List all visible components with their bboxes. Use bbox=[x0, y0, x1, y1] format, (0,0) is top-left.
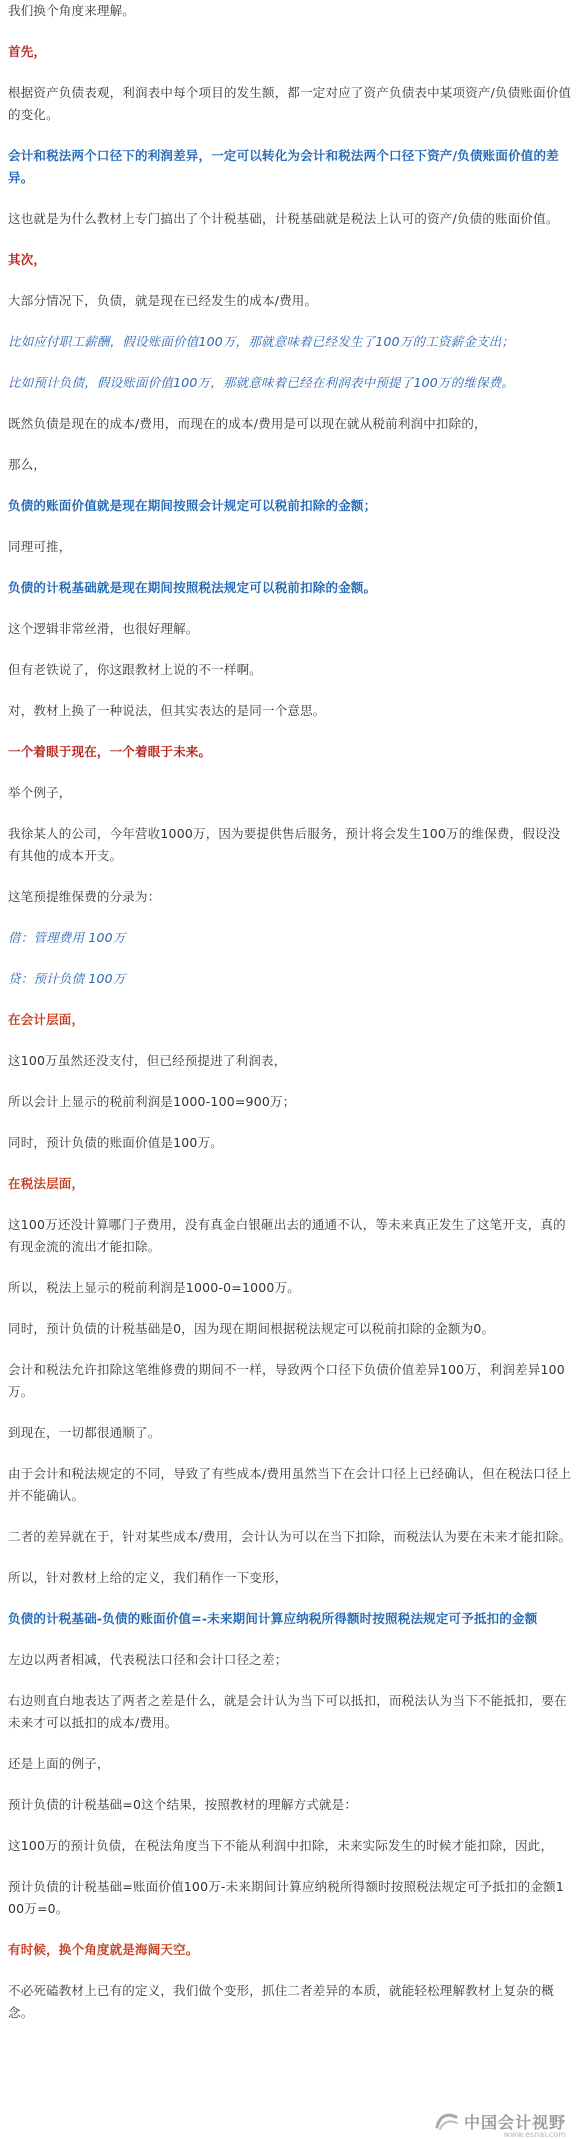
paragraph: 贷：预计负债 100万 bbox=[8, 971, 126, 986]
paragraph: 所以会计上显示的税前利润是1000-100=900万； bbox=[8, 1094, 296, 1109]
paragraph: 大部分情况下，负债，就是现在已经发生的成本/费用。 bbox=[8, 293, 318, 308]
watermark-url: www.esnai.com bbox=[503, 2130, 566, 2139]
paragraph: 根据资产负债表观，利润表中每个项目的发生额，都一定对应了资产负债表中某项资产/负债账面价值的变化。 bbox=[8, 85, 572, 122]
paragraph: 由于会计和税法规定的不同，导致了有些成本/费用虽然当下在会计口径上已经确认，但在税法口径上并不能确认。 bbox=[8, 1466, 572, 1503]
paragraph: 那么， bbox=[8, 457, 47, 472]
paragraph: 但有老铁说了，你这跟教材上说的不一样啊。 bbox=[8, 662, 263, 677]
paragraph: 左边以两者相减，代表税法口径和会计口径之差； bbox=[8, 1652, 288, 1667]
paragraph: 负债的账面价值就是现在期间按照会计规定可以税前扣除的金额； bbox=[8, 498, 377, 513]
paragraph: 这100万虽然还没支付，但已经预提进了利润表， bbox=[8, 1053, 287, 1068]
paragraph: 比如应付职工薪酬，假设账面价值100万，那就意味着已经发生了100万的工资薪金支出； bbox=[8, 334, 515, 349]
paragraph: 负债的计税基础-负债的账面价值=-未来期间计算应纳税所得额时按照税法规定可予抵扣的金额 bbox=[8, 1611, 538, 1626]
paragraph: 我们换个角度来理解。 bbox=[8, 3, 136, 18]
paragraph: 同时，预计负债的计税基础是0，因为现在期间根据税法规定可以税前扣除的金额为0。 bbox=[8, 1321, 495, 1336]
paragraph: 在税法层面， bbox=[8, 1176, 85, 1191]
paragraph: 这100万还没计算哪门子费用，没有真金白银砸出去的通通不认，等未来真正发生了这笔开支，真的有现金流的流出才能扣除。 bbox=[8, 1217, 566, 1254]
paragraph: 会计和税法两个口径下的利润差异，一定可以转化为会计和税法两个口径下资产/负债账面价值的差异。 bbox=[8, 148, 559, 185]
paragraph: 一个着眼于现在，一个着眼于未来。 bbox=[8, 744, 212, 759]
paragraph: 负债的计税基础就是现在期间按照税法规定可以税前扣除的金额。 bbox=[8, 580, 377, 595]
paragraph: 到现在，一切都很通顺了。 bbox=[8, 1425, 161, 1440]
paragraph: 预计负债的计税基础=0这个结果，按照教材的理解方式就是： bbox=[8, 1797, 358, 1812]
paragraph: 还是上面的例子， bbox=[8, 1756, 110, 1771]
paragraph: 同时，预计负债的账面价值是100万。 bbox=[8, 1135, 223, 1150]
paragraph: 既然负债是现在的成本/费用，而现在的成本/费用是可以现在就从税前利润中扣除的， bbox=[8, 416, 487, 431]
paragraph: 这100万的预计负债，在税法角度当下不能从利润中扣除，未来实际发生的时候才能扣除，因此， bbox=[8, 1838, 554, 1853]
paragraph: 我徐某人的公司，今年营收1000万，因为要提供售后服务，预计将会发生100万的维保费，假设没有其他的成本开支。 bbox=[8, 826, 561, 863]
paragraph: 这也就是为什么教材上专门搞出了个计税基础，计税基础就是税法上认可的资产/负债的账面价值。 bbox=[8, 211, 559, 226]
paragraph: 比如预计负债，假设账面价值100万，那就意味着已经在利润表中预提了100万的维保费。 bbox=[8, 375, 515, 390]
watermark bbox=[434, 2110, 566, 2139]
paragraph: 右边则直白地表达了两者之差是什么，就是会计认为当下可以抵扣，而税法认为当下不能抵扣，要在未来才可以抵扣的成本/费用。 bbox=[8, 1693, 567, 1730]
paragraph: 所以，针对教材上给的定义，我们稍作一下变形， bbox=[8, 1570, 288, 1585]
paragraph: 预计负债的计税基础=账面价值100万-未来期间计算应纳税所得额时按照税法规定可予抵扣的金额100万=0。 bbox=[8, 1879, 564, 1916]
paragraph: 不必死磕教材上已有的定义，我们做个变形，抓住二者差异的本质，就能轻松理解教材上复杂的概念。 bbox=[8, 1983, 555, 2020]
paragraph: 在会计层面， bbox=[8, 1012, 85, 1027]
paragraph: 借：管理费用 100万 bbox=[8, 930, 126, 945]
paragraph: 对，教材上换了一种说法，但其实表达的是同一个意思。 bbox=[8, 703, 326, 718]
paragraph: 二者的差异就在于，针对某些成本/费用，会计认为可以在当下扣除，而税法认为要在未来才能扣除。 bbox=[8, 1529, 572, 1544]
paragraph: 举个例子， bbox=[8, 785, 72, 800]
paragraph: 同理可推， bbox=[8, 539, 72, 554]
paragraph: 所以，税法上显示的税前利润是1000-0=1000万。 bbox=[8, 1280, 300, 1295]
paragraph: 其次， bbox=[8, 252, 47, 267]
watermark-text: 中国会计视野 bbox=[463, 2113, 566, 2132]
paragraph: 有时候，换个角度就是海阔天空。 bbox=[8, 1942, 199, 1957]
paragraph: 这个逻辑非常丝滑，也很好理解。 bbox=[8, 621, 199, 636]
paragraph: 首先， bbox=[8, 44, 47, 59]
paragraph: 会计和税法允许扣除这笔维修费的期间不一样，导致两个口径下负债价值差异100万，利润差异100万。 bbox=[8, 1362, 565, 1399]
paragraph: 这笔预提维保费的分录为： bbox=[8, 889, 161, 904]
esnai-logo-icon bbox=[434, 2111, 460, 2133]
